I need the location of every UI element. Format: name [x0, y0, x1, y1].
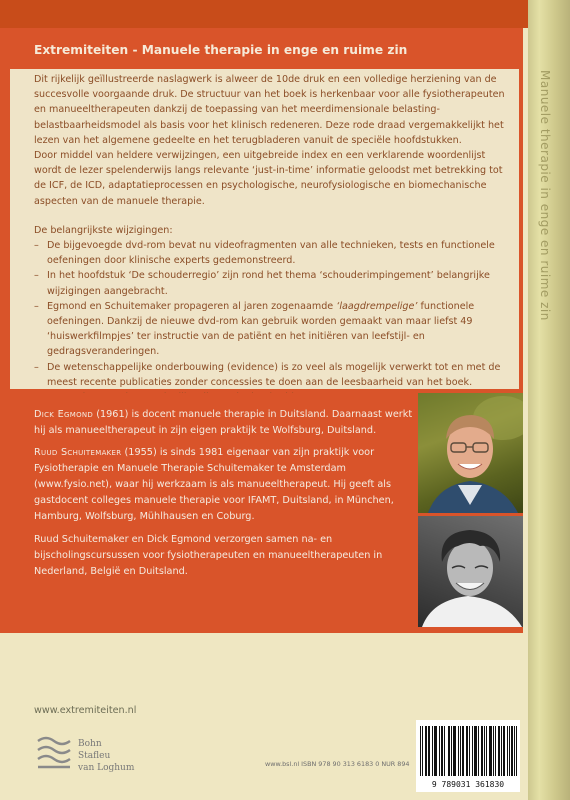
list-item: – In het hoofdstuk ‘De schouderregio’ zijn rond het thema ‘schouderimpingement’ belangrijke wijzigingen aangebracht. [34, 270, 490, 297]
author-bio-egmond: Dick Egmond (1961) is docent manuele therapie in Duitsland. Daarnaast werkt hij als manueeltherapeut in zijn eigen praktijk te Wolfsburg, Duitsland. [34, 409, 413, 436]
barcode-bar [434, 726, 435, 776]
barcode-bar [493, 726, 494, 776]
barcode-bar [441, 726, 442, 776]
book-title: Extremiteiten - Manuele therapie in enge en ruime zin [34, 43, 408, 57]
barcode-bar [448, 726, 449, 776]
author-photo-egmond [418, 393, 523, 513]
barcode-bar [425, 726, 426, 776]
barcode-bar [458, 726, 459, 776]
website-link[interactable]: www.extremiteiten.nl [34, 705, 137, 716]
barcode-bar [498, 726, 499, 776]
barcode-bar [512, 726, 513, 776]
list-item: – Egmond en Schuitemaker propageren al jaren zogenaamde ‘laagdrempelige’ functionele oefeningen. Dankzij de nieuwe dvd-rom kan gebruik worden gemaakt van maar liefst 49 ‘huiswerkfilmpjes’ ter instructie van de patiënt en het initiëren van leefstijl- en gedragsveranderingen. [34, 300, 475, 358]
barcode-bar [486, 726, 487, 776]
author-bio-schuitemaker: Ruud Schuitemaker (1955) is sinds 1981 eigenaar van zijn praktijk voor Fysiotherapie en Manuele Therapie Schuitemaker te Amsterdam (www.fysio.net), waar hij werkzaam is als manueeltherapeut. Hij geeft als gastdocent colleges manuele therapie voor IFAMT, Duitsland, in München, Hamburg, Wolfsburg, Mühlhausen en Coburg. [34, 447, 394, 522]
changes-heading: De belangrijkste wijzigingen: [34, 225, 173, 236]
barcode-bar [478, 726, 479, 776]
changes-list [34, 238, 508, 405]
barcode-bar [435, 726, 436, 776]
isbn-imprint: www.bsl.nl ISBN 978 90 313 6183 0 NUR 894 [265, 760, 410, 768]
barcode-bar [454, 726, 455, 776]
barcode-bar [499, 726, 500, 776]
barcode-digits: 9 789031 361830 [431, 780, 505, 789]
list-item: – De bijgevoegde dvd-rom bevat nu videofragmenten van alle technieken, tests en functionele oefeningen door klinische experts gedemonstreerd. [34, 240, 495, 267]
barcode-bar [444, 726, 445, 776]
barcode-bar [429, 726, 430, 776]
barcode-bar [436, 726, 437, 776]
list-item: – De wetenschappelijke onderbouwing (evidence) is zo veel als mogelijk verwerkt tot en met de meest recente publicaties zonder concessies te doen aan de leesbaarheid van het boek. [34, 361, 501, 388]
barcode-bar [463, 726, 464, 776]
barcode-bar [482, 726, 483, 776]
barcode-bar [466, 726, 467, 776]
barcode-bar [509, 726, 510, 776]
barcode-bars [416, 720, 520, 792]
authors-joint-bio: Ruud Schuitemaker en Dick Egmond verzorgen samen na- en bijscholingscursussen voor fysiotherapeuten en manueeltherapeuten in Nederland, België en Duitsland. [34, 534, 383, 577]
barcode-bar [484, 726, 485, 776]
barcode-bar [503, 726, 504, 776]
barcode-bar [511, 726, 512, 776]
barcode-bar [455, 726, 456, 776]
edge-text: Manuele therapie in enge en ruime zin [538, 70, 552, 321]
barcode-bar [439, 726, 440, 776]
barcode-bar [489, 726, 490, 776]
barcode-bar [467, 726, 468, 776]
barcode-bar [495, 726, 496, 776]
barcode-bar [426, 726, 427, 776]
barcode-bar [490, 726, 491, 776]
author-photo-schuitemaker [418, 516, 523, 627]
emphasis-text: ‘laagdrempelige’ [336, 300, 418, 312]
barcode-bar [491, 726, 492, 776]
barcode-bar [475, 726, 476, 776]
barcode-bar [474, 726, 475, 776]
barcode-bar [472, 726, 473, 776]
barcode-bar [507, 726, 508, 776]
guidance-paragraph: Door middel van heldere verwijzingen, een uitgebreide index en een verklarende woordenlijst wordt de lezer spelenderwijs langs relevante ‘just-in-time’ informatie geloodst met betrekking tot de ICF, de ICD, adaptatieprocessen en psychologische, neurofysiologische en biomechanische aspecten van de manuele therapie. [34, 150, 503, 207]
isbn-barcode [416, 720, 520, 792]
author-name: Ruud Schuitemaker [34, 447, 122, 458]
barcode-bar [420, 726, 421, 776]
barcode-bar [460, 726, 461, 776]
barcode-bar [449, 726, 450, 776]
barcode-bar [453, 726, 454, 776]
barcode-bar [451, 726, 452, 776]
barcode-bar [501, 726, 502, 776]
author-name: Dick Egmond [34, 409, 94, 420]
barcode-bar [469, 726, 470, 776]
publisher-logo-icon [34, 735, 74, 771]
barcode-bar [476, 726, 477, 776]
barcode-bar [422, 726, 423, 776]
barcode-bar [481, 726, 482, 776]
barcode-bar [428, 726, 429, 776]
barcode-bar [442, 726, 443, 776]
book-edge [526, 0, 570, 800]
barcode-bar [504, 726, 505, 776]
barcode-bar [462, 726, 463, 776]
barcode-bar [516, 726, 517, 776]
intro-paragraph: Dit rijkelijk geïllustreerde naslagwerk is alweer de 10de druk en een volledige herziening van de succesvolle voorgaande druk. De structuur van het boek is herkenbaar voor alle fysiotherapeuten en manueeltherapeuten dankzij de toepassing van het meerdimensionale belasting-belastbaarheidsmodel als basis voor het klinisch redeneren. Deze rode draad vergemakkelijkt het lezen van het algemene gedeelte en het terugbladeren vanuit de speciële hoofdstukken. [34, 74, 505, 146]
barcode-bar [514, 726, 515, 776]
top-band [0, 0, 528, 28]
barcode-bar [432, 726, 433, 776]
publisher-name: Bohn Stafleu van Loghum [78, 739, 135, 773]
